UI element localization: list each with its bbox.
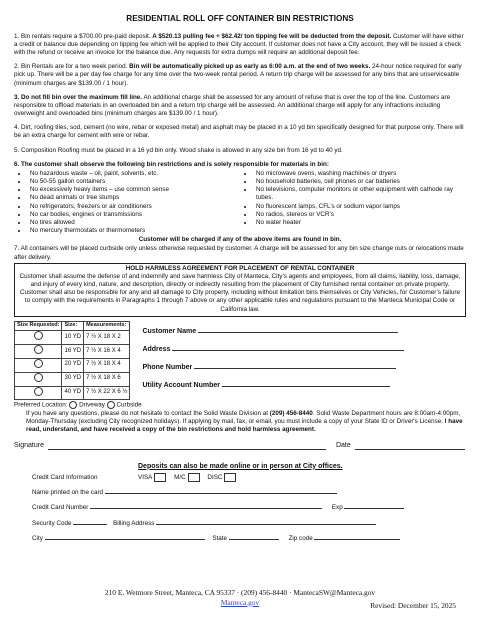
phone-field[interactable]	[194, 368, 396, 369]
size-table	[14, 321, 130, 400]
hold-harmless-box	[14, 263, 466, 317]
visa-label: VISA	[138, 474, 153, 482]
card-number-field[interactable]	[90, 502, 322, 509]
security-code-field[interactable]	[73, 518, 107, 525]
size-radio-30[interactable]	[34, 373, 43, 382]
account-field[interactable]	[222, 386, 390, 387]
section-5: 5. Composition Roofing must be placed in a 16 yd bin only. Wood shake is allowed in any size bin from 16 yd to 40 yd.	[14, 146, 343, 154]
size-radio-16[interactable]	[34, 345, 43, 354]
form-page	[14, 14, 466, 548]
zip-field[interactable]	[314, 533, 400, 540]
mc-label: M/C	[174, 474, 186, 482]
mc-checkbox[interactable]	[188, 473, 200, 482]
section-4: 4. Dirt, roofing tiles, sod, cement (no wire, rebar or exposed metal) and asphalt may be placed in a 10 yd bin specifically designed for that purpose only. There will be an extra charge for cement with wire or rebar.	[14, 124, 464, 140]
card-name-label: Name printed on the card	[32, 489, 104, 497]
footer-address: 210 E. Wetmore Street, Manteca, CA 95337 · (209) 456-8440 · MantecaSW@Manteca.gov	[104, 588, 376, 597]
contact-phone: (209) 456-8440	[269, 410, 313, 418]
address-label: Address	[142, 345, 171, 353]
section-7: 7. All containers will be placed curbside only unless otherwise requested by customer. A charge will be assessed for any bin size change outs or relocations made after delivery.	[14, 245, 464, 261]
contact-mid: . Solid Waste Department hours are 8:00am-4:00pm, Monday-Thursday (excluding City recognized holidays). If applying by mail, fax, or email, you must include a copy of your State ID or Driver's License.	[26, 410, 461, 426]
table-row	[15, 358, 130, 372]
size-requested-header: Size Requested:	[15, 321, 62, 331]
size-cell: 20 YD	[62, 358, 84, 372]
measurement-cell: 7 ½ X 22 X 6 ½	[84, 386, 130, 400]
measurements-header: Measurements:	[84, 321, 130, 331]
section-6	[14, 161, 466, 245]
footer-link[interactable]: Manteca.gov	[220, 597, 260, 607]
city-field[interactable]	[45, 533, 205, 540]
measurement-cell: 7 ½ X 18 X 4	[84, 358, 130, 372]
section-1-rest: Customer will have either a credit or balance due depending on tipping fee which will be applied to their City account. If customer does not have a City account, they will be issued a check with the refund or receive an invoice for the balance due. Any requests for extra dumps will require an additional deposit fee.	[14, 32, 464, 56]
date-label: Date	[335, 441, 351, 449]
restriction-item: • No 50-55 gallon containers	[28, 178, 240, 186]
revised-date: Revised: December 15, 2025	[370, 601, 456, 610]
section-3-bold: 3. Do not fill bin over the maximum fill line.	[14, 93, 143, 101]
billing-address-label: Billing Address	[113, 519, 155, 527]
size-cell: 10 YD	[62, 331, 84, 345]
contact-start: If you have any questions, please do not hesitate to contact the Solid Waste Division at	[26, 410, 270, 418]
size-radio-10[interactable]	[34, 331, 43, 340]
exp-field[interactable]	[344, 502, 404, 509]
restriction-item: • No water heater	[254, 219, 466, 227]
restriction-item: • No microwave ovens, washing machines or dryers	[254, 170, 466, 178]
curbside-label: Curbside	[116, 401, 142, 409]
section-2-rest: 24-hour notice required for early pick up. There will be a per day fee charge for any time over the two-week rental period. A return trip charge will be assessed for any bins that are unserviceable (minimum charges are $139.00 / 1 hour).	[14, 63, 462, 87]
restriction-item: • No tires allowed	[28, 219, 240, 227]
signature-label: Signature	[14, 441, 44, 449]
section-2-bold: Bin will be automatically picked up as early as 6:00 a.m. at the end of two weeks.	[129, 63, 371, 71]
address-field[interactable]	[172, 350, 404, 351]
state-field[interactable]	[229, 533, 279, 540]
preferred-location-label: Preferred Location:	[14, 401, 68, 409]
size-radio-20[interactable]	[34, 359, 43, 368]
card-number-label: Credit Card Number	[32, 504, 89, 512]
visa-checkbox[interactable]	[154, 473, 166, 482]
card-name-field[interactable]	[105, 487, 337, 494]
customer-fields	[142, 321, 404, 400]
restriction-item: • No hazardous waste – oil, paint, solvents, etc.	[28, 170, 240, 178]
restriction-item: • No dead animals or tree stumps	[28, 194, 240, 202]
section-2-start: 2. Bin Rentals are for a two week period.	[14, 63, 130, 71]
city-label: City	[32, 534, 43, 542]
hold-harmless-title: HOLD HARMLESS AGREEMENT FOR PLACEMENT OF RENTAL CONTAINER	[125, 264, 355, 272]
size-header: Size:	[62, 321, 84, 331]
state-label: State	[212, 534, 228, 542]
section-1-bold: A $520.13 pulling fee + $62.42/ ton tipping fee will be deducted from the deposit.	[152, 32, 392, 40]
measurement-cell: 7 ½ X 18 X 6	[84, 372, 130, 386]
size-cell: 40 YD	[62, 386, 84, 400]
size-cell: 16 YD	[62, 345, 84, 359]
restriction-item: • No mercury thermostats or thermometers	[28, 227, 240, 235]
table-row	[15, 386, 130, 400]
date-field[interactable]	[355, 441, 465, 450]
hold-harmless-text: Customer shall assume the defense of and indemnify and save harmless City of Manteca, City’s agents and employees, from all claims, liability, loss, damage, and injury of every kind, nature, and description, directly or indirectly resulting from the placement of City furnished rental container on private property. Customer shall also be responsible for any and all damage to City property, including without limitation bins themselves or City Vehicles, for Customer’s failure to comply with the requirements in Paragraphs 1 through 7 above or any other applicable rules and regulations pursuant to the Manteca Municipal Code or California law.	[19, 272, 461, 313]
customer-name-label: Customer Name	[142, 327, 197, 335]
preferred-location	[14, 401, 466, 410]
account-label: Utility Account Number	[142, 382, 220, 390]
billing-address-field[interactable]	[156, 518, 376, 525]
size-section	[14, 321, 466, 400]
table-row	[15, 345, 130, 359]
curbside-radio[interactable]	[107, 401, 115, 409]
disc-checkbox[interactable]	[224, 473, 236, 482]
size-cell: 30 YD	[62, 372, 84, 386]
restriction-item: • No car bodies, engines or transmissions	[28, 211, 240, 219]
table-row	[15, 372, 130, 386]
acknowledgement: I have read, understand, and have received a copy of the bin restrictions and hold harmless agreement.	[26, 418, 463, 434]
restriction-item: • No radios, stereos or VCR’s	[254, 211, 466, 219]
measurement-cell: 7 ½ X 16 X 4	[84, 345, 130, 359]
zip-label: Zip code	[288, 534, 313, 542]
restriction-item: • No excessively heavy items – use common sense	[28, 186, 240, 194]
table-row	[15, 331, 130, 345]
exp-label: Exp	[331, 504, 343, 512]
contact-notice	[14, 410, 466, 435]
driveway-label: Driveway	[79, 401, 105, 409]
page-title: RESIDENTIAL ROLL OFF CONTAINER BIN RESTRICTIONS	[126, 14, 354, 23]
section-1-start: 1. Bin rentals require a $700.00 pre-paid deposit.	[14, 32, 153, 40]
deposits-note: Deposits can also be made online or in person at City offices.	[138, 462, 343, 470]
restrictions-right	[240, 170, 466, 235]
size-radio-40[interactable]	[34, 387, 43, 396]
charged-notice: Customer will be charged if any of the above items are found in bin.	[138, 236, 342, 244]
section-3	[14, 94, 466, 119]
restriction-item: • No refrigerators, freezers or air conditioners	[28, 203, 240, 211]
security-code-label: Security Code	[32, 519, 72, 527]
restriction-item: • No household batteries, cell phones or car batteries	[254, 178, 466, 186]
restriction-item: • No televisions, computer monitors or other equipment with cathode ray tubes.	[254, 186, 466, 202]
disc-label: DISC	[207, 474, 223, 482]
restrictions-left	[14, 170, 240, 235]
section-2	[14, 63, 466, 88]
credit-card-info-label: Credit Card Information	[32, 474, 98, 482]
customer-name-field[interactable]	[198, 332, 398, 333]
signature-row	[14, 441, 466, 450]
section-6-lead: 6. The customer shall observe the following bin restrictions and is solely responsible for materials in bin:	[14, 160, 329, 168]
restriction-item: • No fluorescent lamps, CFL’s or sodium vapor lamps	[254, 203, 466, 211]
signature-field[interactable]	[48, 441, 326, 450]
section-3-rest: An additional charge shall be assessed for any amount of refuse that is over the top of the line. Customers are responsible to offload materials in an overloaded bin and a return trip charge will be assessed. An additional charge will apply for any infractions including overweight and overloaded bins (minimum charges are $139.00 / 1 hour).	[14, 93, 451, 118]
credit-card-section	[14, 462, 466, 543]
measurement-cell: 7 ½ X 18 X 2	[84, 331, 130, 345]
driveway-radio[interactable]	[69, 401, 77, 409]
section-1	[14, 33, 466, 58]
phone-label: Phone Number	[142, 364, 193, 371]
